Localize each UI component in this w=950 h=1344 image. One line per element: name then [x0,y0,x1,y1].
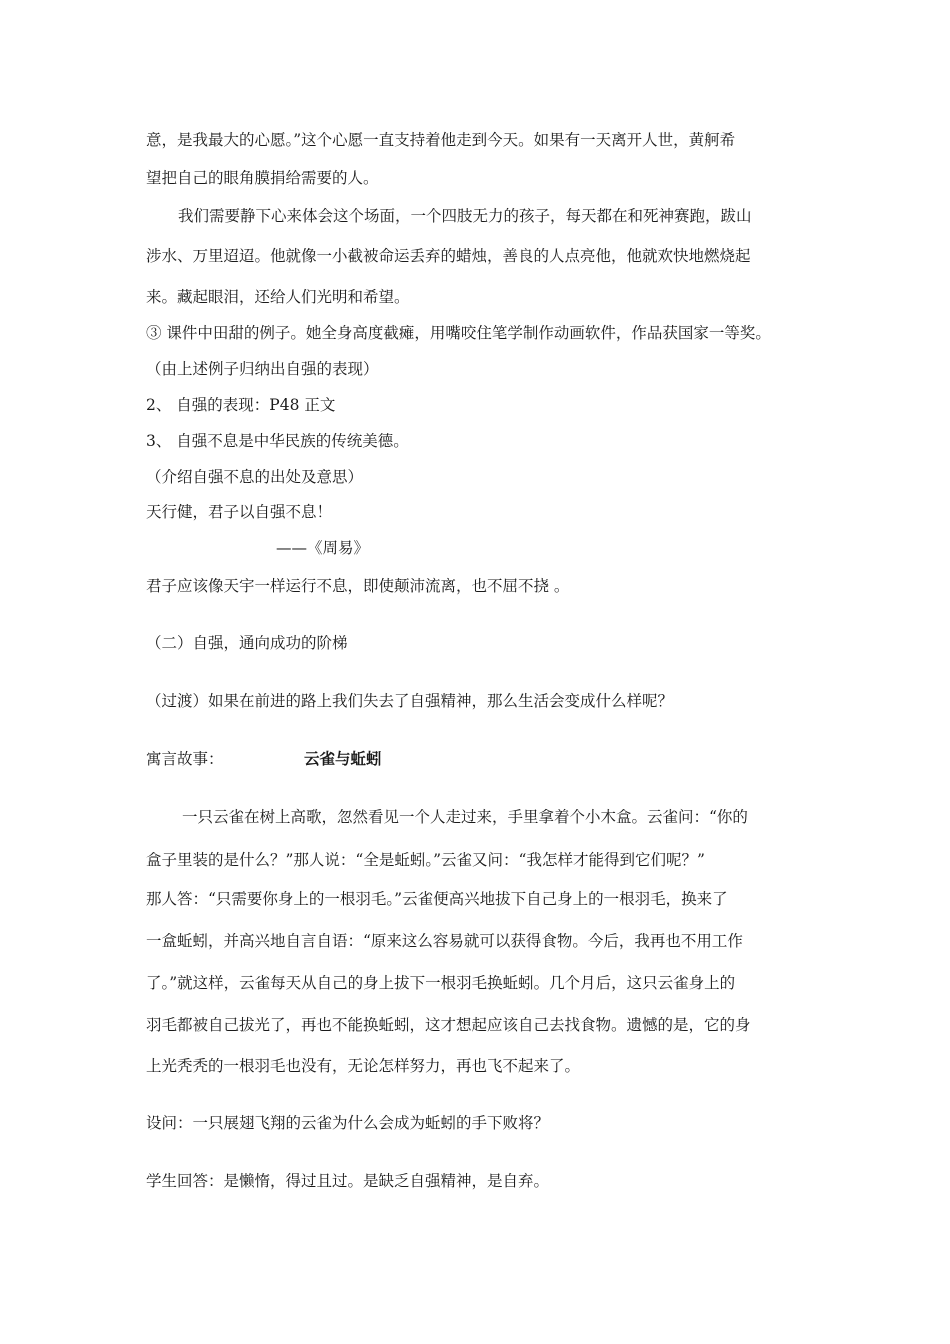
paragraph-line: （过渡）如果在前进的路上我们失去了自强精神，那么生活会变成什么样呢？ [146,692,674,710]
paragraph-line: 我们需要静下心来体会这个场面，一个四肢无力的孩子，每天都在和死神赛跑，跋山 [178,207,752,225]
story-line: 上光秃秃的一根羽毛也没有，无论怎样努力，再也飞不起来了。 [146,1057,581,1075]
note-text: （介绍自强不息的出处及意思） [146,468,364,486]
question-text: 设问：一只展翅飞翔的云雀为什么会成为蚯蚓的手下败将？ [146,1114,550,1132]
answer-text: 学生回答：是懒惰，得过且过。是缺乏自强精神，是自弃。 [146,1172,550,1190]
fable-label: 寓言故事： [146,750,224,768]
list-item: 2、 自强的表现：P48 正文 [146,396,336,414]
quote-text: 天行健，君子以自强不息！ [146,503,333,521]
story-line: 了。”就这样，云雀每天从自己的身上拔下一根羽毛换蚯蚓。几个月后，这只云雀身上的 [146,974,736,992]
list-item: ③ 课件中田甜的例子。她全身高度截瘫，用嘴咬住笔学制作动画软件，作品获国家一等奖。 [146,324,771,342]
paragraph-line: 君子应该像天宇一样运行不息，即使颠沛流离，也不屈不挠 。 [146,577,570,595]
paragraph-line: 望把自己的眼角膜捐给需要的人。 [146,169,379,187]
note-text: （由上述例子归纳出自强的表现） [146,360,379,378]
story-line: 一只云雀在树上高歌，忽然看见一个人走过来，手里拿着个小木盒。云雀问：“你的 [182,808,748,826]
paragraph-line: 意，是我最大的心愿。”这个心愿一直支持着他走到今天。如果有一天离开人世，黄舸希 [146,131,736,149]
section-heading: （二）自强，通向成功的阶梯 [146,634,348,652]
story-line: 羽毛都被自己拔光了，再也不能换蚯蚓，这才想起应该自己去找食物。遗憾的是，它的身 [146,1016,751,1034]
story-line: 那人答：“只需要你身上的一根羽毛。”云雀便高兴地拔下自己身上的一根羽毛，换来了 [146,890,728,908]
quote-source: ——《周易》 [276,539,370,557]
paragraph-line: 涉水、万里迢迢。他就像一小截被命运丢弃的蜡烛，善良的人点亮他，他就欢快地燃烧起 [146,247,751,265]
story-line: 盒子里装的是什么？”那人说：“全是蚯蚓。”云雀又问：“我怎样才能得到它们呢？” [146,851,705,869]
list-item: 3、 自强不息是中华民族的传统美德。 [146,432,409,450]
fable-title: 云雀与蚯蚓 [304,749,382,768]
story-line: 一盒蚯蚓，并高兴地自言自语：“原来这么容易就可以获得食物。今后，我再也不用工作 [146,932,743,950]
paragraph-line: 来。藏起眼泪，还给人们光明和希望。 [146,288,410,306]
